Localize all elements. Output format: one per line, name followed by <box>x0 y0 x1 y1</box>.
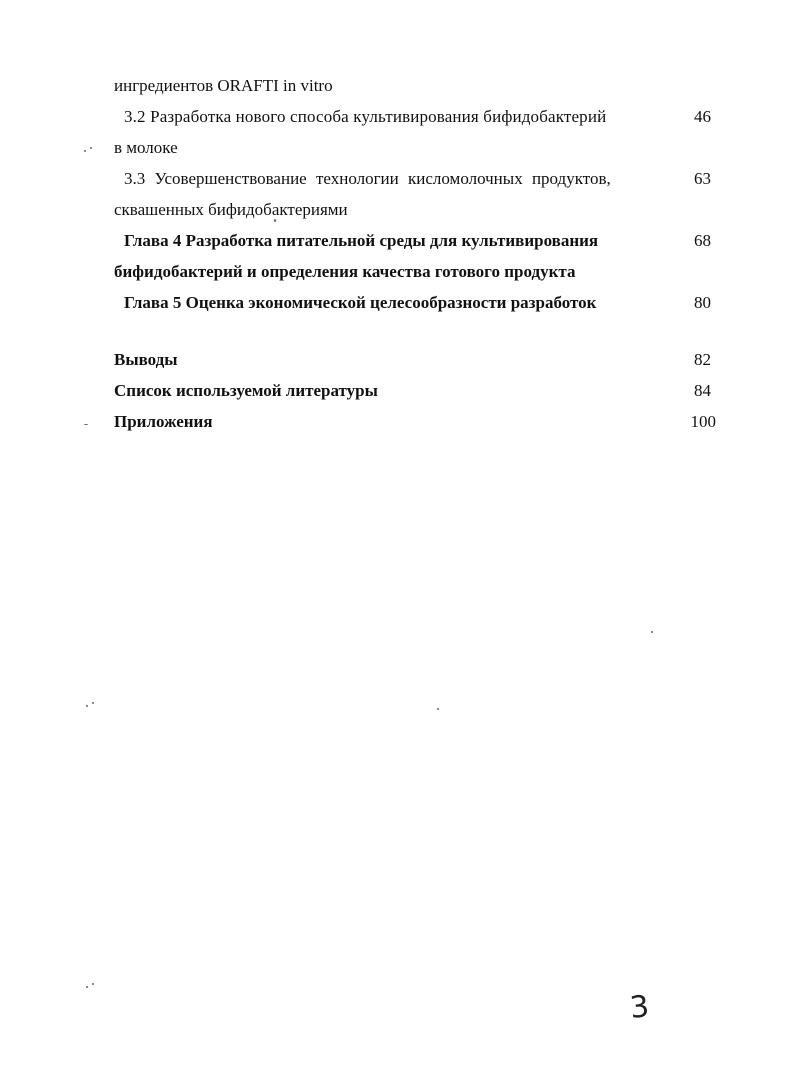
scan-speck <box>90 147 92 149</box>
scan-speck <box>274 219 276 222</box>
scan-speck <box>92 983 94 985</box>
toc-entry-references: Список используемой литературы <box>114 381 378 400</box>
scan-speck <box>437 708 439 710</box>
toc-entry-3-2-continuation: в молоке <box>114 138 178 157</box>
toc-entry-chapter-4-continuation: бифидобактерий и определения качества готового продукта <box>114 262 576 281</box>
toc-page-3-3: 63 <box>694 169 711 188</box>
toc-page-conclusions: 82 <box>694 350 711 369</box>
toc-entry-conclusions: Выводы <box>114 350 178 369</box>
toc-page-chapter-4: 68 <box>694 231 711 250</box>
toc-line-continuation: ингредиентов ORAFTI in vitro <box>114 76 333 95</box>
scan-speck <box>86 986 88 988</box>
toc-page-references: 84 <box>694 381 711 400</box>
toc-entry-chapter-5: Глава 5 Оценка экономической целесообразности разработок <box>124 293 597 312</box>
toc-entry-chapter-4: Глава 4 Разработка питательной среды для культивирования <box>124 231 599 250</box>
handwritten-page-number: 3 <box>628 989 651 1026</box>
toc-page-chapter-5: 80 <box>694 293 711 312</box>
toc-page-appendices: 100 <box>690 412 716 431</box>
toc-entry-3-3: 3.3 Усовершенствование технологии кисломолочных продуктов, <box>124 169 611 188</box>
scan-speck <box>92 702 94 704</box>
scan-speck <box>86 705 88 707</box>
toc-entry-appendices: Приложения <box>114 412 213 431</box>
toc-entry-3-3-continuation: сквашенных бифидобактериями <box>114 200 348 219</box>
toc-page-3-2: 46 <box>694 107 711 126</box>
toc-entry-3-2: 3.2 Разработка нового способа культивирования бифидобактерий <box>124 107 607 126</box>
scan-speck <box>651 631 653 633</box>
scan-speck <box>84 150 86 152</box>
scan-speck <box>84 424 88 425</box>
